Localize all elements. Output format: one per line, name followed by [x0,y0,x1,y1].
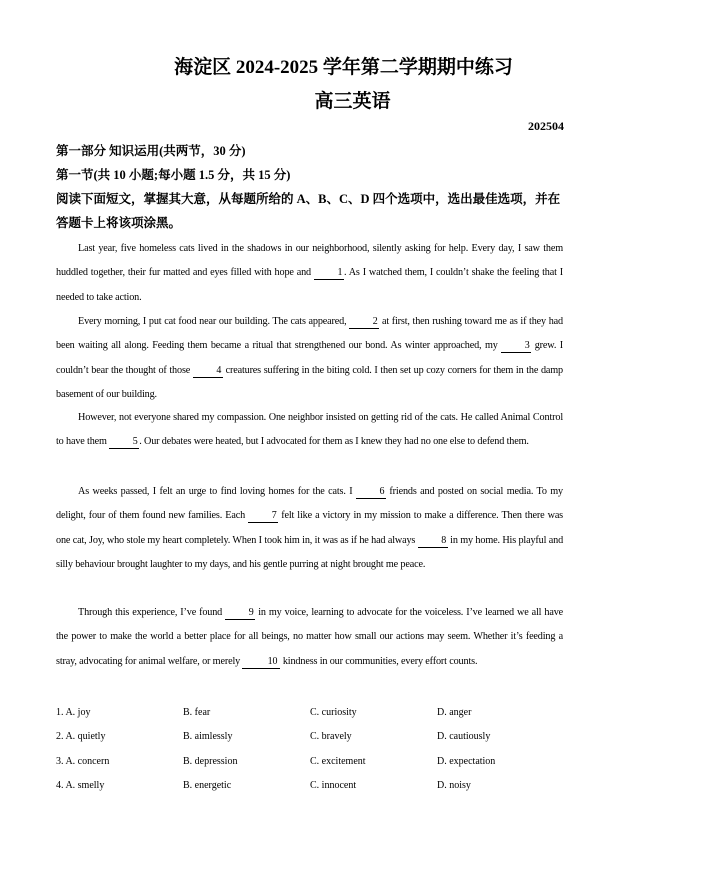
passage-paragraph [56,406,563,455]
passage-text: Last year, five homeless cats lived in the shadows in our neighborhood, silently asking for help. Every day, I saw them huddled together, their fur matted and eyes filled with hope and [56,243,563,279]
option: C. bravely [310,731,352,743]
instruction-text: 阅读下面短文，掌握其大意，从每题所给的 A、B、C、D 四个选项中，选出最佳选项，并在答题卡上将该项涂黑。 [56,192,561,230]
question-row [56,749,576,774]
option: 1. A. joy [56,706,91,718]
answer-blank: 1 [314,267,344,280]
option: D. noisy [437,780,471,792]
question-row [56,725,576,750]
option: 3. A. concern [56,755,110,767]
passage-text: Through this experience, I’ve found [78,607,226,618]
passage-text: creatures suffering in the biting cold. I then set up cozy corners for them in the damp basement of our building. [56,364,563,400]
exam-subject: 高三英语 [314,91,391,112]
section-heading: 第一节(共 10 小题;每小题 1.5 分，共 15 分) [56,168,291,182]
passage-text: . As I watched them, I couldn’t shake the feeling that I needed to take action. [56,267,563,303]
passage-text: . Our debates were heated, but I advocated for them as I knew they had no one else to defend them. [139,436,529,448]
option: 4. A. smelly [56,780,105,792]
question-row [56,774,576,799]
passage-paragraph [56,237,563,310]
answer-blank: 6 [356,486,386,499]
passage-text: As weeks passed, I felt an urge to find loving homes for the cats. I [78,486,356,497]
passage-text: felt like a victory in my mission to make a difference. Then there was one cat, Joy, who stole my heart completely. When I took him in, it was as if he had always [56,510,564,546]
answer-blank: 8 [418,535,448,548]
answer-blank: 5 [109,436,139,449]
option: B. energetic [183,780,232,792]
passage-paragraph [56,480,563,577]
passage-paragraph [56,601,563,674]
answer-blank: 3 [501,340,531,353]
date-code: 202504 [528,119,564,133]
passage-text: at first, then rushing toward me as if they had been waiting all along. Feeding them became a ritual that strengthened our bond. As winter approached, my [56,316,563,352]
passage-text: Every morning, I put cat food near our building. The cats appeared, [78,316,350,327]
option: D. cautiously [437,731,491,743]
option: D. expectation [437,755,496,767]
option: D. anger [437,706,472,718]
answer-blank: 10 [242,656,280,669]
passage-text: However, not everyone shared my compassion. One neighbor insisted on getting rid of the cats. He called Animal Control to have them [56,412,563,448]
passage-text: friends and posted on social media. To my delight, four of them found new families. Each [56,486,564,522]
answer-blank: 4 [193,365,223,378]
passage-text: grew. I couldn’t bear the thought of those [56,340,563,376]
option: B. fear [183,706,211,718]
option: B. depression [183,755,238,767]
passage-text: kindness in our communities, every effort counts. [280,655,478,667]
option: 2. A. quietly [56,731,106,743]
question-row [56,700,576,725]
answer-blank: 2 [349,316,379,329]
option: B. aimlessly [183,731,233,743]
part-heading: 第一部分 知识运用(共两节，30 分) [56,144,246,158]
answer-blank: 7 [248,510,278,523]
option: C. innocent [310,780,357,792]
passage-text: in my voice, learning to advocate for the voiceless. I’ve learned we all have the power to make the world a better place for all beings, no matter how small our actions may seem. Whether it’s feeding a stray, advocating for animal welfare, or merely [56,607,564,667]
exam-title: 海淀区 2024-2025 学年第二学期期中练习 [174,57,513,78]
option: C. excitement [310,755,366,767]
passage-text: in my home. His playful and silly behaviour brought laughter to my days, and his gentle purring at night brought me peace. [56,534,564,570]
answer-blank: 9 [225,607,255,620]
option: C. curiosity [310,706,357,718]
question-options [56,700,576,798]
passage-paragraph [56,310,563,407]
